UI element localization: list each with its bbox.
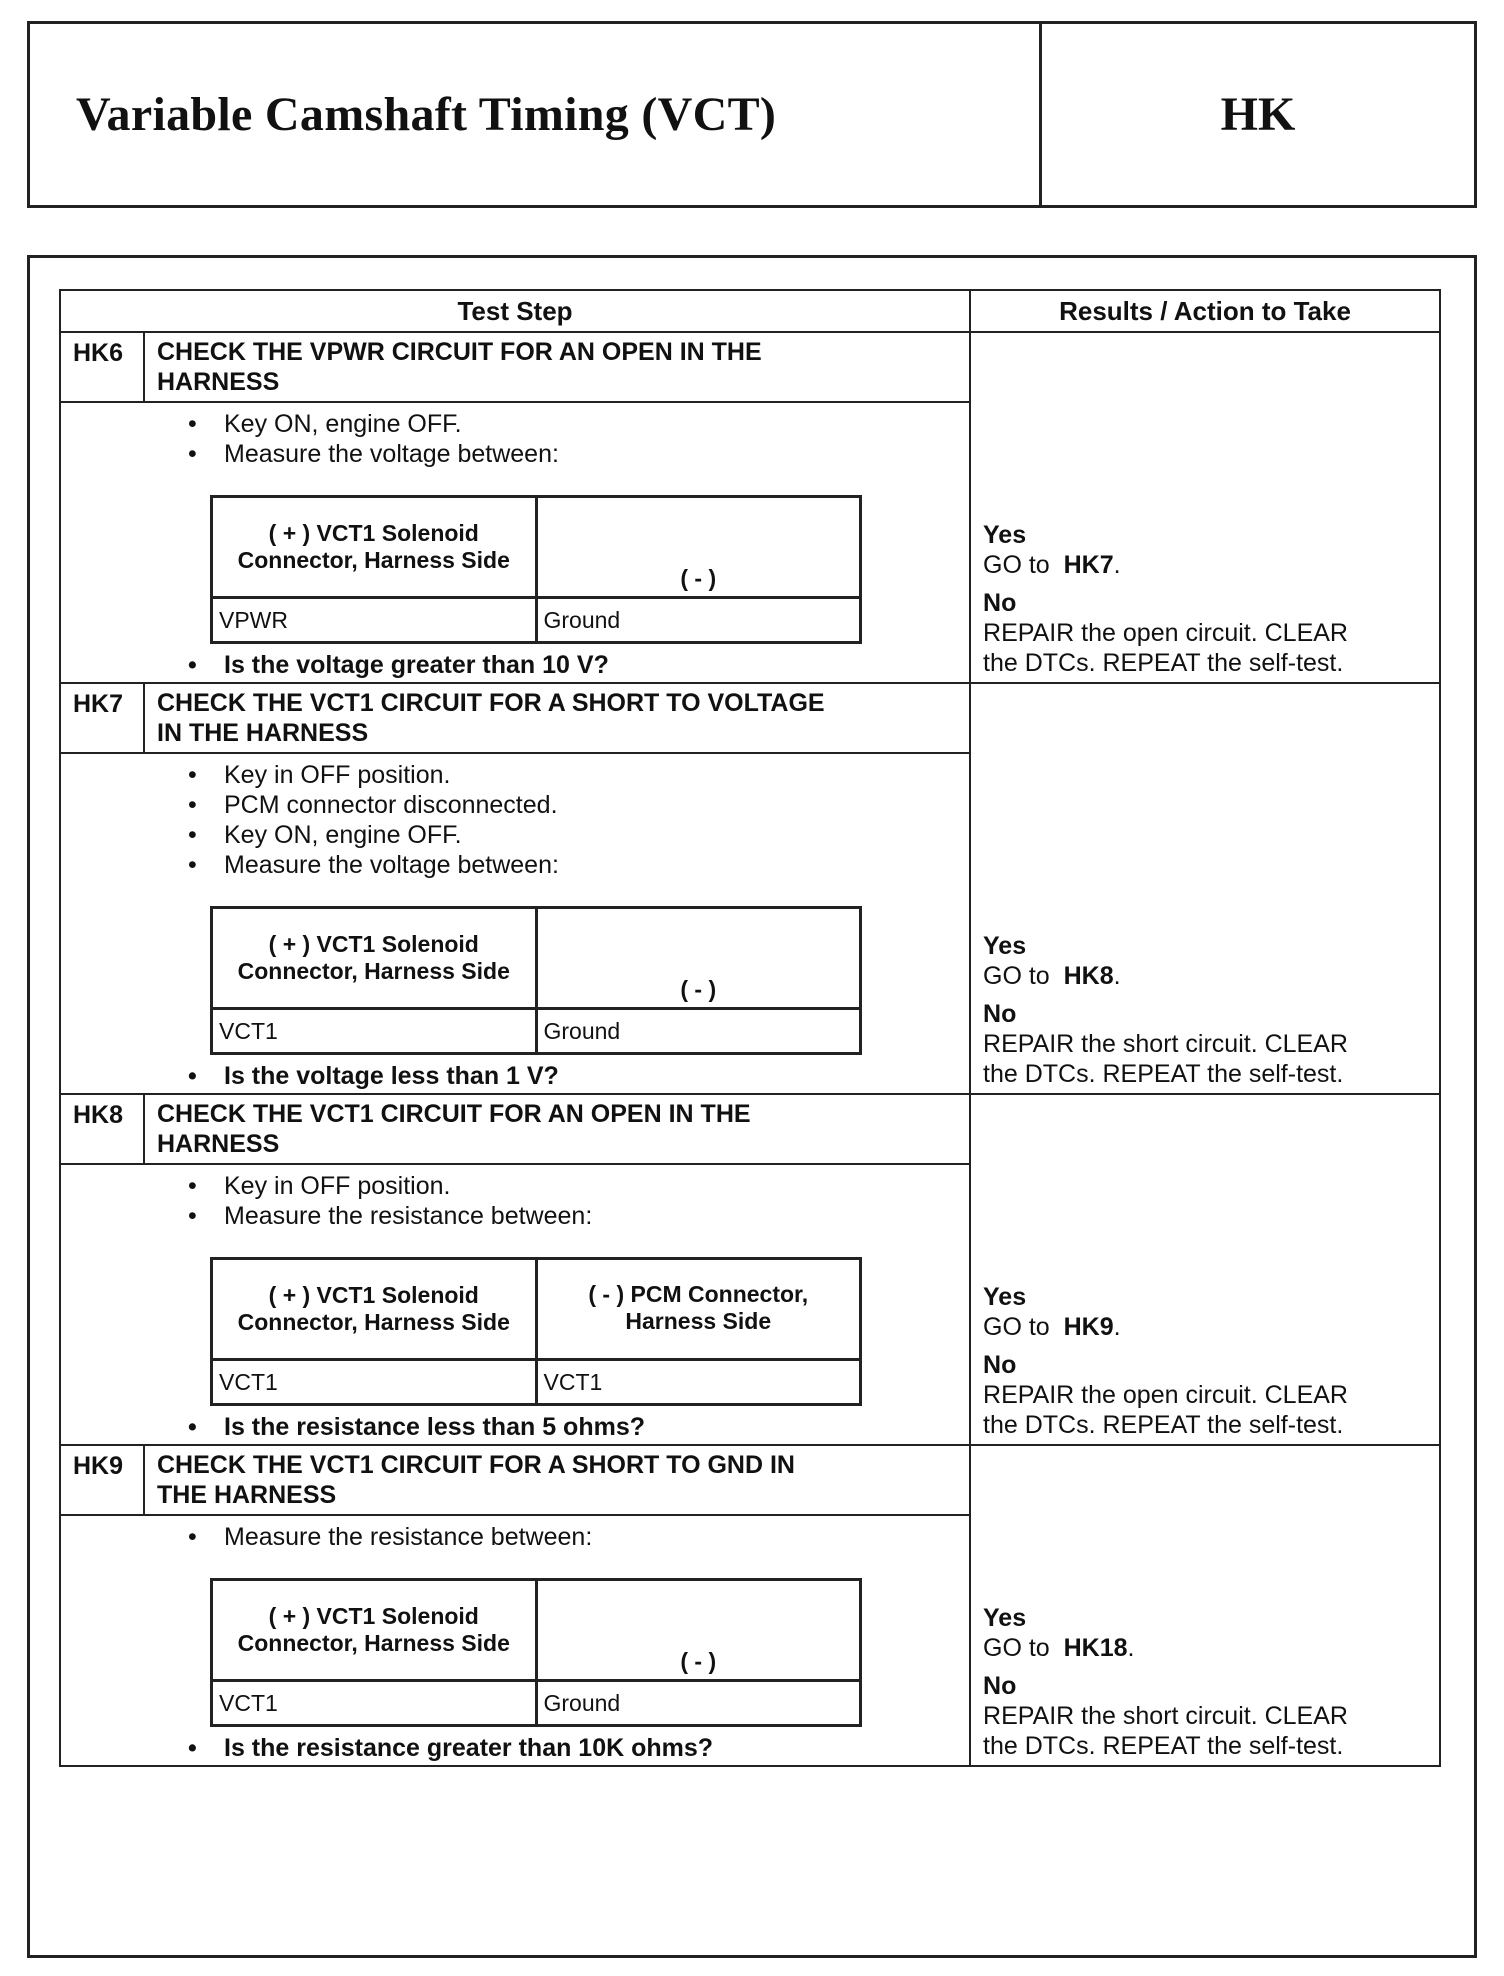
yes-end: . xyxy=(1113,962,1121,990)
no-action-line: REPAIR the open circuit. CLEAR xyxy=(983,1381,1348,1409)
step-id: HK6 xyxy=(60,332,144,402)
instruction-list xyxy=(184,1171,959,1231)
step-title-line: IN THE HARNESS xyxy=(157,719,369,747)
step-title-line: CHECK THE VCT1 CIRCUIT FOR AN OPEN IN THE xyxy=(157,1100,751,1128)
step-body xyxy=(144,753,970,1094)
no-label: No xyxy=(983,589,1017,617)
step-instruction: • Key in OFF position. xyxy=(184,760,959,790)
step-title-line: CHECK THE VCT1 CIRCUIT FOR A SHORT TO VOLTAGE xyxy=(157,689,825,717)
measurement-table xyxy=(210,1257,862,1406)
step-question: • Is the resistance less than 5 ohms? xyxy=(184,1412,959,1442)
step-question: • Is the voltage greater than 10 V? xyxy=(184,650,959,680)
positive-lead-header: ( + ) VCT1 Solenoid Connector, Harness Side xyxy=(212,497,537,598)
page-header xyxy=(27,21,1477,208)
no-action-line: the DTCs. REPEAT the self-test. xyxy=(983,649,1344,677)
step-title-row xyxy=(60,683,1440,753)
negative-lead-header: ( - ) PCM Connector, Harness Side xyxy=(536,1259,861,1360)
yes-label: Yes xyxy=(983,521,1027,549)
negative-lead-value: VCT1 xyxy=(536,1360,861,1405)
negative-lead-header: ( - ) xyxy=(536,1580,861,1681)
step-title-line: CHECK THE VPWR CIRCUIT FOR AN OPEN IN THE xyxy=(157,338,762,366)
step-result xyxy=(970,1094,1440,1445)
instruction-list xyxy=(184,760,959,880)
positive-lead-value: VCT1 xyxy=(212,1360,537,1405)
measurement-table xyxy=(210,1578,862,1727)
no-action-line: REPAIR the short circuit. CLEAR xyxy=(983,1702,1348,1730)
step-id: HK9 xyxy=(60,1445,144,1515)
negative-lead-value: Ground xyxy=(536,1009,861,1054)
no-action-line: the DTCs. REPEAT the self-test. xyxy=(983,1732,1344,1760)
step-instruction: • Measure the voltage between: xyxy=(184,850,959,880)
step-body xyxy=(144,402,970,683)
yes-label: Yes xyxy=(983,932,1027,960)
col-header-test-step: Test Step xyxy=(60,290,970,332)
no-label: No xyxy=(983,1672,1017,1700)
yes-target: HK18 xyxy=(1063,1634,1128,1662)
step-title-line: THE HARNESS xyxy=(157,1481,337,1509)
step-result xyxy=(970,1445,1440,1766)
yes-action xyxy=(983,1312,1431,1342)
step-result xyxy=(970,683,1440,1094)
positive-lead-header: ( + ) VCT1 Solenoid Connector, Harness Side xyxy=(212,908,537,1009)
step-title xyxy=(144,683,970,753)
negative-lead-value: Ground xyxy=(536,1681,861,1726)
no-action-line: REPAIR the short circuit. CLEAR xyxy=(983,1030,1348,1058)
negative-lead-value: Ground xyxy=(536,598,861,643)
step-title-line: HARNESS xyxy=(157,1130,280,1158)
positive-lead-header: ( + ) VCT1 Solenoid Connector, Harness Side xyxy=(212,1259,537,1360)
step-instruction: • Key ON, engine OFF. xyxy=(184,409,959,439)
step-result xyxy=(970,332,1440,683)
step-id: HK7 xyxy=(60,683,144,753)
positive-lead-value: VCT1 xyxy=(212,1009,537,1054)
yes-action xyxy=(983,961,1431,991)
step-instruction: • Measure the voltage between: xyxy=(184,439,959,469)
yes-target: HK9 xyxy=(1063,1313,1114,1341)
instruction-list xyxy=(184,409,959,469)
positive-lead-header: ( + ) VCT1 Solenoid Connector, Harness Side xyxy=(212,1580,537,1681)
yes-text: GO to xyxy=(983,551,1050,579)
yes-text: GO to xyxy=(983,1313,1050,1341)
yes-target: HK7 xyxy=(1063,551,1114,579)
yes-target: HK8 xyxy=(1063,962,1114,990)
negative-lead-header: ( - ) xyxy=(536,497,861,598)
no-label: No xyxy=(983,1351,1017,1379)
step-title xyxy=(144,332,970,402)
col-header-results: Results / Action to Take xyxy=(970,290,1440,332)
step-title xyxy=(144,1445,970,1515)
yes-label: Yes xyxy=(983,1283,1027,1311)
step-title-line: HARNESS xyxy=(157,368,280,396)
no-action-line: the DTCs. REPEAT the self-test. xyxy=(983,1060,1344,1088)
step-title-line: CHECK THE VCT1 CIRCUIT FOR A SHORT TO GND IN xyxy=(157,1451,795,1479)
measurement-table xyxy=(210,495,862,644)
yes-end: . xyxy=(1113,551,1121,579)
negative-lead-header: ( - ) xyxy=(536,908,861,1009)
positive-lead-value: VCT1 xyxy=(212,1681,537,1726)
table-header-row xyxy=(60,290,1440,332)
yes-text: GO to xyxy=(983,962,1050,990)
step-title-row xyxy=(60,1094,1440,1164)
positive-lead-value: VPWR xyxy=(212,598,537,643)
instruction-list xyxy=(184,1522,959,1552)
step-title-row xyxy=(60,1445,1440,1515)
step-instruction: • PCM connector disconnected. xyxy=(184,790,959,820)
test-step-table xyxy=(59,289,1441,1767)
yes-action xyxy=(983,1633,1431,1663)
step-question: • Is the voltage less than 1 V? xyxy=(184,1061,959,1091)
step-instruction: • Measure the resistance between: xyxy=(184,1201,959,1231)
step-instruction: • Key ON, engine OFF. xyxy=(184,820,959,850)
yes-end: . xyxy=(1127,1634,1135,1662)
step-id: HK8 xyxy=(60,1094,144,1164)
step-question: • Is the resistance greater than 10K ohms? xyxy=(184,1733,959,1763)
section-code: HK xyxy=(1039,24,1474,205)
step-title xyxy=(144,1094,970,1164)
no-label: No xyxy=(983,1000,1017,1028)
step-instruction: • Key in OFF position. xyxy=(184,1171,959,1201)
measurement-table xyxy=(210,906,862,1055)
no-action-line: the DTCs. REPEAT the self-test. xyxy=(983,1411,1344,1439)
step-body xyxy=(144,1164,970,1445)
step-body xyxy=(144,1515,970,1766)
step-instruction: • Measure the resistance between: xyxy=(184,1522,959,1552)
no-action-line: REPAIR the open circuit. CLEAR xyxy=(983,619,1348,647)
yes-action xyxy=(983,550,1431,580)
step-title-row xyxy=(60,332,1440,402)
page-title: Variable Camshaft Timing (VCT) xyxy=(76,88,777,141)
yes-end: . xyxy=(1113,1313,1121,1341)
yes-text: GO to xyxy=(983,1634,1050,1662)
yes-label: Yes xyxy=(983,1604,1027,1632)
